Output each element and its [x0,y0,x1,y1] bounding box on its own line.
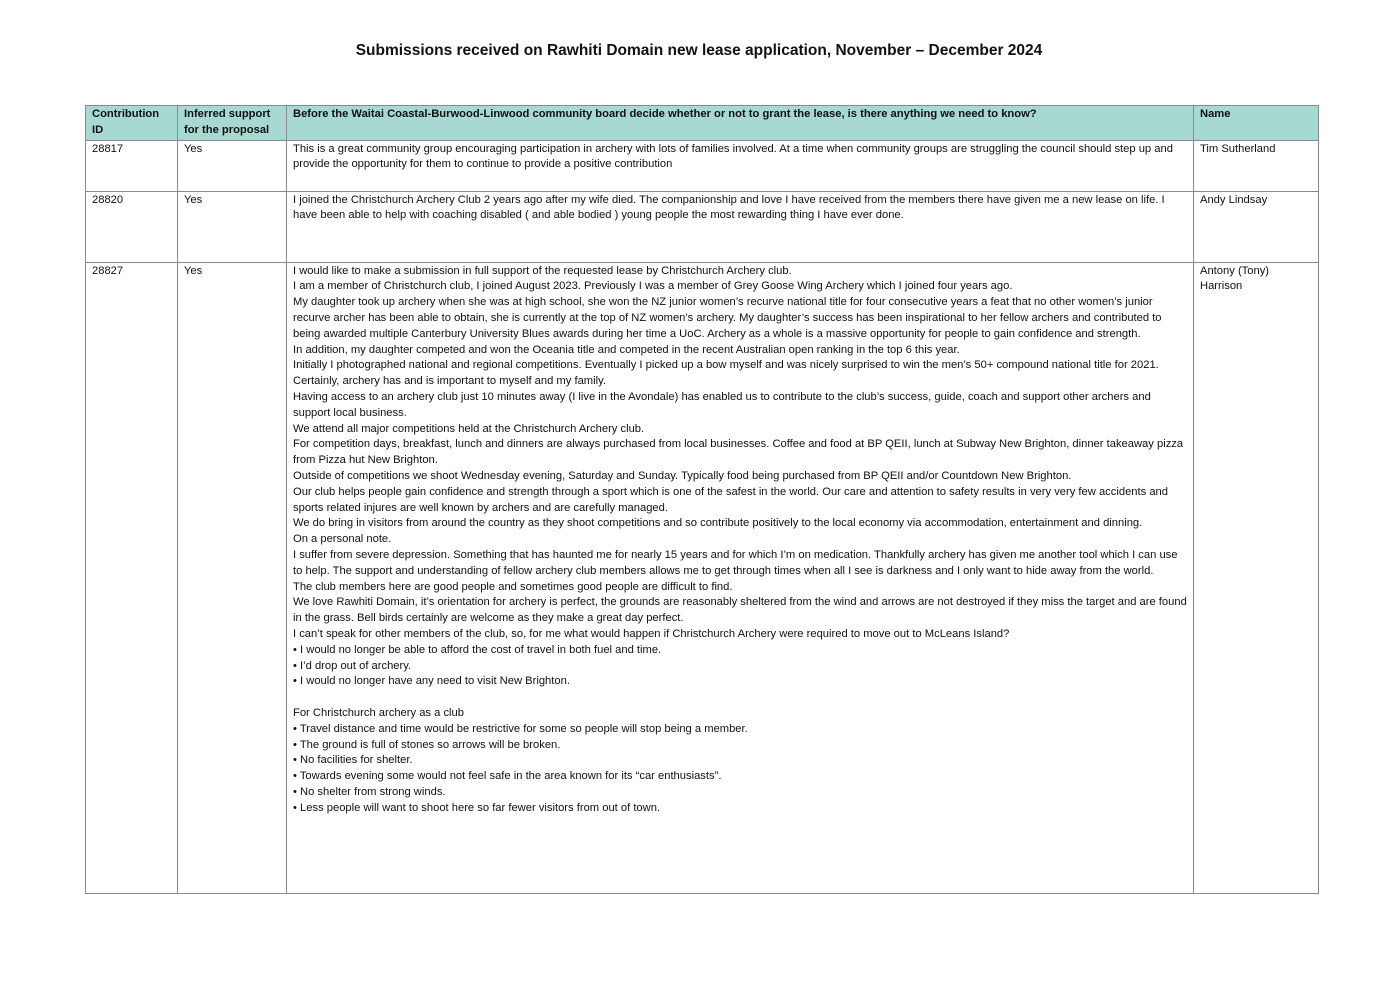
bullet-item: • Travel distance and time would be restrictive for some so people will stop being a member. [293,722,748,735]
submission-paragraph: In addition, my daughter competed and won the Oceania title and competed in the recent Australian open ranking in the top 6 this year. [293,343,960,356]
table-row [86,140,1319,191]
table-row [86,262,1319,893]
table-header-row [86,106,1319,141]
submission-paragraph: I suffer from severe depression. Something that has haunted me for nearly 15 years and for which I’m on medication. Thankfully archery has given me another tool which I can use to help. The support and understanding of fellow archery club members allows me to get through times when all I see is darkness and I only want to hide away from the world. [293,548,1178,577]
header-contribution-id: Contribution ID [86,106,178,141]
bullet-item: • Less people will want to shoot here so far fewer visitors from out of town. [293,801,661,814]
bullet-item: • No facilities for shelter. [293,754,413,767]
submission-text-cell [287,140,1194,191]
submission-paragraph: Certainly, archery has and is important to myself and my family. [293,375,606,388]
submission-paragraph: I joined the Christchurch Archery Club 2 years ago after my wife died. The companionship and love I have received from the members there have given me a new lease on life. I have been able to help with coaching disabled ( and able bodied ) young people the most rewarding thing I have ever done. [293,193,1165,222]
submission-paragraph: I am a member of Christchurch club, I joined August 2023. Previously I was a member of Grey Goose Wing Archery which I joined four years ago. [293,280,1013,293]
submitter-name-cell: Tim Sutherland [1194,140,1319,191]
bullet-item: • The ground is full of stones so arrows will be broken. [293,738,561,751]
submission-paragraph: We attend all major competitions held at the Christchurch Archery club. [293,422,645,435]
submission-paragraph: This is a great community group encouraging participation in archery with lots of families involved. At a time when community groups are struggling the council should step up and provide the opportunity for them to continue to provide a positive contribution [293,142,1173,171]
contribution-id-cell: 28817 [86,140,178,191]
support-cell: Yes [178,140,287,191]
contribution-id-cell: 28827 [86,262,178,893]
submission-paragraph: Outside of competitions we shoot Wednesday evening, Saturday and Sunday. Typically food being purchased from BP QEII and/or Countdown New Brighton. [293,469,1072,482]
bullet-item: • Towards evening some would not feel safe in the area known for its “car enthusiasts”. [293,770,722,783]
bullet-item: • I would no longer be able to afford the cost of travel in both fuel and time. [293,643,662,656]
submission-paragraph: We do bring in visitors from around the country as they shoot competitions and so contribute positively to the local economy via accommodation, entertainment and dinning. [293,517,1143,530]
submitter-name-cell: Andy Lindsay [1194,191,1319,262]
submission-paragraph: On a personal note. [293,533,392,546]
submission-paragraph: Initially I photographed national and regional competitions. Eventually I picked up a bow myself and was nicely surprised to win the men’s 50+ compound national title for 2021. [293,359,1159,372]
submission-paragraph: Having access to an archery club just 10 minutes away (I live in the Avondale) has enabled us to contribute to the club’s success, guide, coach and support other archers and support local business. [293,390,1151,419]
submission-paragraph: My daughter took up archery when she was at high school, she won the NZ junior women’s recurve national title for four consecutive years a feat that no other women’s junior recurve archer has been able to obtain, she is currently at the top of NZ women’s archery. My daughter’s success has been inspirational to her fellow archers and contributed to being awarded multiple Canterbury University Blues awards during her time a UoC. Archery as a whole is a massive opportunity for people to gain confidence and strength. [293,296,1162,340]
bullet-item: • I’d drop out of archery. [293,659,412,672]
header-inferred-support: Inferred support for the proposal [178,106,287,141]
page-title: Submissions received on Rawhiti Domain new lease application, November – December 2024 [355,42,1043,59]
submission-paragraph: Our club helps people gain confidence and strength through a sport which is one of the safest in the world. Our care and attention to safety results in very very few accidents and sports related injures are well known by archers and are carefully managed. [293,485,1168,514]
header-question: Before the Waitai Coastal-Burwood-Linwood community board decide whether or not to grant the lease, is there anything we need to know? [287,106,1194,141]
submission-paragraph: We love Rawhiti Domain, it’s orientation for archery is perfect, the grounds are reasonably sheltered from the wind and arrows are not destroyed if they miss the target and are found in the grass. Bell birds certainly are welcome as they make a great day perfect. [293,596,1187,625]
support-cell: Yes [178,262,287,893]
bullet-item: • No shelter from strong winds. [293,785,446,798]
submission-paragraph: For Christchurch archery as a club [293,706,464,719]
support-cell: Yes [178,191,287,262]
contribution-id-cell: 28820 [86,191,178,262]
submission-paragraph: The club members here are good people and sometimes good people are difficult to find. [293,580,733,593]
submission-text-cell [287,191,1194,262]
submission-paragraph: I would like to make a submission in full support of the requested lease by Christchurch Archery club. [293,264,792,277]
header-name: Name [1194,106,1319,141]
submitter-name-cell: Antony (Tony) Harrison [1194,262,1319,893]
submission-paragraph: For competition days, breakfast, lunch and dinners are always purchased from local businesses. Coffee and food at BP QEII, lunch at Subway New Brighton, dinner takeaway pizza from Pizza hut New Brighton. [293,438,1184,467]
submissions-table [85,105,1319,894]
blank-line [293,690,1187,706]
submission-text-cell [287,262,1194,893]
bullet-item: • I would no longer have any need to visit New Brighton. [293,675,570,688]
submission-paragraph: I can’t speak for other members of the club, so, for me what would happen if Christchurch Archery were required to move out to McLeans Island? [293,627,1010,640]
table-row [86,191,1319,262]
